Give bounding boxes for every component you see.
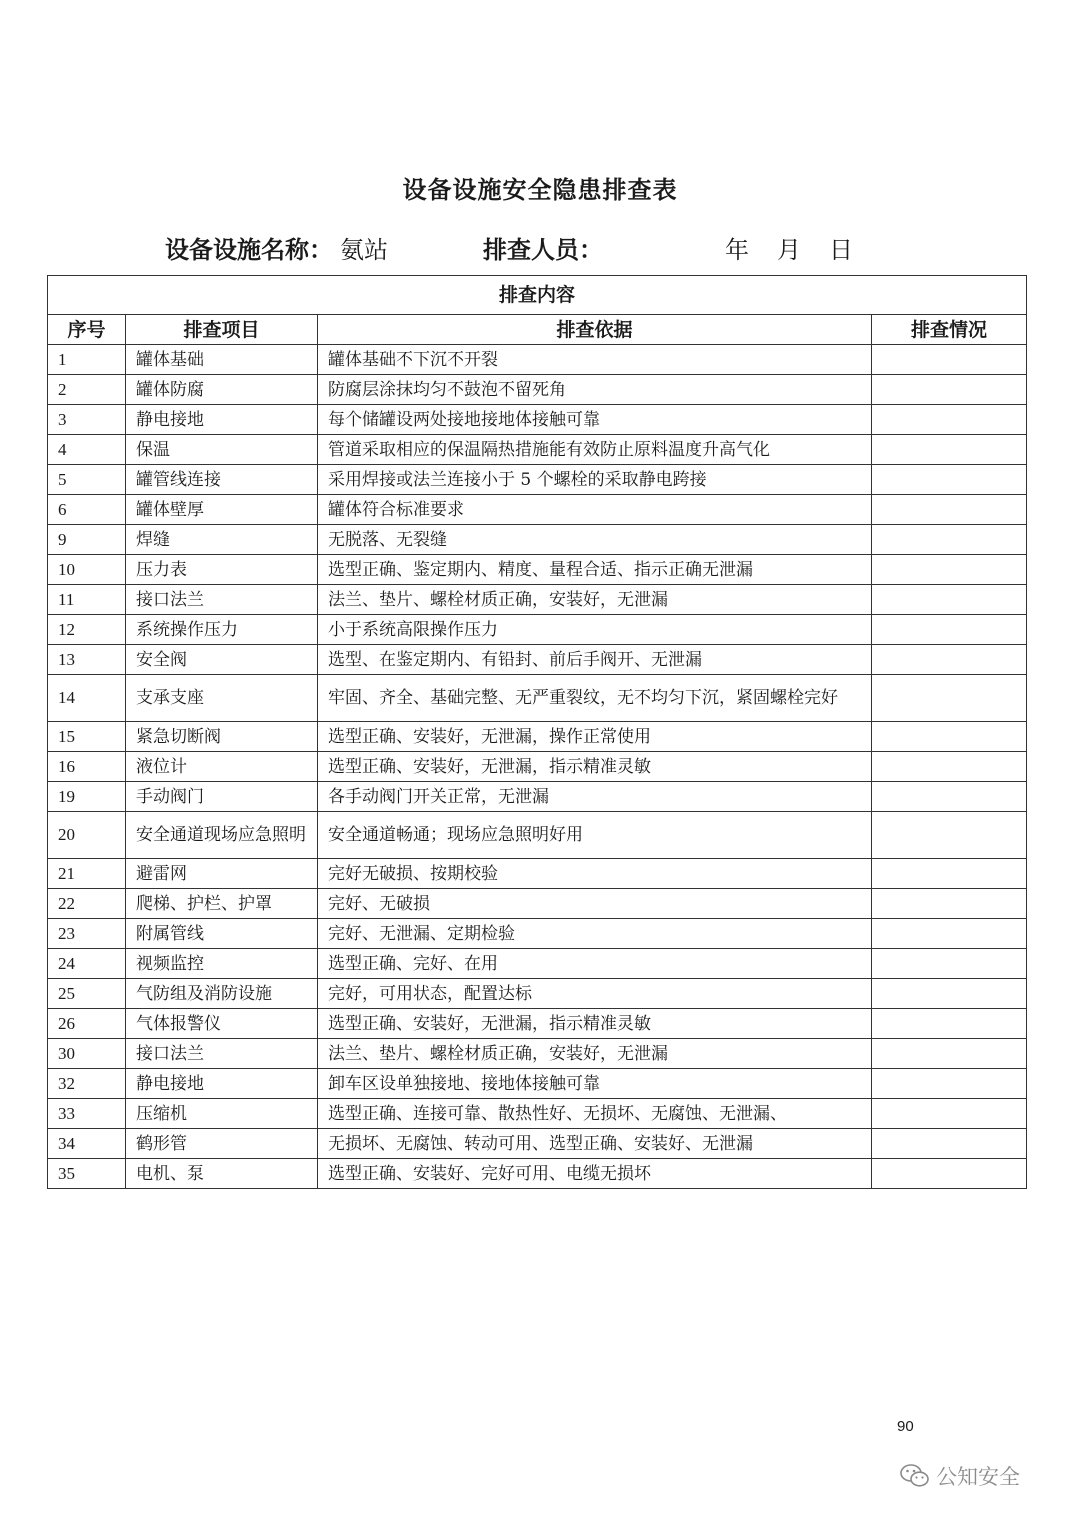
- table-row: [48, 812, 1027, 859]
- row-no: 2: [48, 375, 126, 405]
- table-row: [48, 889, 1027, 919]
- row-no: 25: [48, 979, 126, 1009]
- row-status[interactable]: [872, 675, 1027, 722]
- row-no: 12: [48, 615, 126, 645]
- row-item: 附属管线: [126, 919, 318, 949]
- table-row: [48, 1159, 1027, 1189]
- row-basis: 完好、无破损: [318, 889, 872, 919]
- row-basis: 罐体基础不下沉不开裂: [318, 345, 872, 375]
- header-basis: 排查依据: [318, 315, 872, 345]
- row-item: 焊缝: [126, 525, 318, 555]
- row-basis: 法兰、垫片、螺栓材质正确，安装好，无泄漏: [318, 585, 872, 615]
- row-status[interactable]: [872, 752, 1027, 782]
- table-row: [48, 645, 1027, 675]
- header-status: 排查情况: [872, 315, 1027, 345]
- row-basis: 无脱落、无裂缝: [318, 525, 872, 555]
- row-no: 6: [48, 495, 126, 525]
- table-row: [48, 722, 1027, 752]
- table-row: [48, 495, 1027, 525]
- table-row: [48, 375, 1027, 405]
- row-status[interactable]: [872, 615, 1027, 645]
- row-no: 24: [48, 949, 126, 979]
- row-item: 气防组及消防设施: [126, 979, 318, 1009]
- row-status[interactable]: [872, 525, 1027, 555]
- row-item: 压力表: [126, 555, 318, 585]
- row-item: 罐管线连接: [126, 465, 318, 495]
- row-basis: 罐体符合标准要求: [318, 495, 872, 525]
- row-status[interactable]: [872, 782, 1027, 812]
- wechat-icon: [900, 1463, 930, 1489]
- row-basis: 管道采取相应的保温隔热措施能有效防止原料温度升高气化: [318, 435, 872, 465]
- row-basis: 选型正确、完好、在用: [318, 949, 872, 979]
- table-row: [48, 949, 1027, 979]
- table-row: [48, 1039, 1027, 1069]
- row-status[interactable]: [872, 1099, 1027, 1129]
- row-basis: 完好，可用状态，配置达标: [318, 979, 872, 1009]
- row-item: 罐体基础: [126, 345, 318, 375]
- row-status[interactable]: [872, 1129, 1027, 1159]
- table-row: [48, 1069, 1027, 1099]
- row-status[interactable]: [872, 555, 1027, 585]
- watermark: [900, 1460, 1020, 1492]
- row-basis: 完好无破损、按期校验: [318, 859, 872, 889]
- table-row: [48, 859, 1027, 889]
- row-item: 接口法兰: [126, 585, 318, 615]
- row-basis: 法兰、垫片、螺栓材质正确，安装好，无泄漏: [318, 1039, 872, 1069]
- row-basis: 完好、无泄漏、定期检验: [318, 919, 872, 949]
- row-status[interactable]: [872, 435, 1027, 465]
- row-no: 3: [48, 405, 126, 435]
- row-no: 35: [48, 1159, 126, 1189]
- row-status[interactable]: [872, 889, 1027, 919]
- table-row: [48, 585, 1027, 615]
- row-no: 34: [48, 1129, 126, 1159]
- inspection-table: [47, 275, 1027, 1189]
- row-status[interactable]: [872, 722, 1027, 752]
- watermark-text: 公知安全: [936, 1465, 1020, 1489]
- row-item: 气体报警仪: [126, 1009, 318, 1039]
- row-item: 电机、泵: [126, 1159, 318, 1189]
- row-item: 避雷网: [126, 859, 318, 889]
- row-status[interactable]: [872, 949, 1027, 979]
- table-row: [48, 405, 1027, 435]
- row-no: 9: [48, 525, 126, 555]
- row-status[interactable]: [872, 645, 1027, 675]
- row-status[interactable]: [872, 495, 1027, 525]
- table-row: [48, 615, 1027, 645]
- row-no: 10: [48, 555, 126, 585]
- row-basis: 选型正确、安装好，无泄漏，指示精准灵敏: [318, 1009, 872, 1039]
- row-status[interactable]: [872, 375, 1027, 405]
- row-status[interactable]: [872, 585, 1027, 615]
- table-caption: 排查内容: [48, 276, 1027, 315]
- table-row: [48, 525, 1027, 555]
- table-row: [48, 435, 1027, 465]
- row-status[interactable]: [872, 979, 1027, 1009]
- row-basis: 选型正确、连接可靠、散热性好、无损坏、无腐蚀、无泄漏、: [318, 1099, 872, 1129]
- row-item: 静电接地: [126, 405, 318, 435]
- table-row: [48, 555, 1027, 585]
- row-item: 安全通道现场应急照明: [126, 812, 318, 859]
- row-no: 21: [48, 859, 126, 889]
- row-no: 22: [48, 889, 126, 919]
- row-no: 19: [48, 782, 126, 812]
- row-basis: 采用焊接或法兰连接小于 5 个螺栓的采取静电跨接: [318, 465, 872, 495]
- row-item: 爬梯、护栏、护罩: [126, 889, 318, 919]
- row-item: 压缩机: [126, 1099, 318, 1129]
- row-basis: 选型正确、安装好、完好可用、电缆无损坏: [318, 1159, 872, 1189]
- row-item: 鹤形管: [126, 1129, 318, 1159]
- row-basis: 小于系统高限操作压力: [318, 615, 872, 645]
- row-no: 20: [48, 812, 126, 859]
- row-basis: 选型正确、安装好，无泄漏，操作正常使用: [318, 722, 872, 752]
- row-no: 23: [48, 919, 126, 949]
- document-subtitle: [165, 230, 865, 262]
- row-item: 液位计: [126, 752, 318, 782]
- facility-name-value: 氨站: [340, 236, 388, 264]
- row-no: 14: [48, 675, 126, 722]
- row-item: 紧急切断阀: [126, 722, 318, 752]
- inspector-label: 排查人员：: [483, 236, 603, 264]
- row-basis: 各手动阀门开关正常，无泄漏: [318, 782, 872, 812]
- month-label: 月: [777, 236, 801, 264]
- row-no: 13: [48, 645, 126, 675]
- document-title: 设备设施安全隐患排查表: [402, 176, 678, 204]
- table-row: [48, 919, 1027, 949]
- row-no: 15: [48, 722, 126, 752]
- row-item: 安全阀: [126, 645, 318, 675]
- row-no: 32: [48, 1069, 126, 1099]
- row-item: 支承支座: [126, 675, 318, 722]
- table-row: [48, 345, 1027, 375]
- row-no: 16: [48, 752, 126, 782]
- table-row: [48, 675, 1027, 722]
- table-row: [48, 1129, 1027, 1159]
- row-no: 5: [48, 465, 126, 495]
- row-no: 11: [48, 585, 126, 615]
- row-no: 33: [48, 1099, 126, 1129]
- row-status[interactable]: [872, 859, 1027, 889]
- row-status[interactable]: [872, 812, 1027, 859]
- row-basis: 选型正确、鉴定期内、精度、量程合适、指示正确无泄漏: [318, 555, 872, 585]
- row-status[interactable]: [872, 405, 1027, 435]
- row-no: 30: [48, 1039, 126, 1069]
- row-no: 1: [48, 345, 126, 375]
- table-row: [48, 782, 1027, 812]
- row-item: 保温: [126, 435, 318, 465]
- facility-name-label: 设备设施名称：: [165, 236, 333, 264]
- row-basis: 牢固、齐全、基础完整、无严重裂纹，无不均匀下沉，紧固螺栓完好: [318, 675, 872, 722]
- row-item: 系统操作压力: [126, 615, 318, 645]
- day-label: 日: [829, 236, 853, 264]
- row-basis: 安全通道畅通；现场应急照明好用: [318, 812, 872, 859]
- table-row: [48, 752, 1027, 782]
- row-no: 4: [48, 435, 126, 465]
- row-status[interactable]: [872, 1159, 1027, 1189]
- header-no: 序号: [48, 315, 126, 345]
- row-basis: 无损坏、无腐蚀、转动可用、选型正确、安装好、无泄漏: [318, 1129, 872, 1159]
- table-row: [48, 465, 1027, 495]
- year-label: 年: [725, 236, 749, 264]
- row-item: 手动阀门: [126, 782, 318, 812]
- row-item: 罐体防腐: [126, 375, 318, 405]
- row-status[interactable]: [872, 1039, 1027, 1069]
- row-basis: 每个储罐设两处接地接地体接触可靠: [318, 405, 872, 435]
- row-basis: 选型、在鉴定期内、有铅封、前后手阀开、无泄漏: [318, 645, 872, 675]
- row-status[interactable]: [872, 465, 1027, 495]
- row-status[interactable]: [872, 1009, 1027, 1039]
- row-status[interactable]: [872, 919, 1027, 949]
- page-number: 90: [897, 1418, 914, 1435]
- row-basis: 卸车区设单独接地、接地体接触可靠: [318, 1069, 872, 1099]
- table-row: [48, 1009, 1027, 1039]
- table-row: [48, 979, 1027, 1009]
- row-item: 视频监控: [126, 949, 318, 979]
- row-basis: 防腐层涂抹均匀不鼓泡不留死角: [318, 375, 872, 405]
- row-no: 26: [48, 1009, 126, 1039]
- row-status[interactable]: [872, 1069, 1027, 1099]
- row-item: 静电接地: [126, 1069, 318, 1099]
- table-row: [48, 1099, 1027, 1129]
- row-basis: 选型正确、安装好，无泄漏，指示精准灵敏: [318, 752, 872, 782]
- row-item: 接口法兰: [126, 1039, 318, 1069]
- header-item: 排查项目: [126, 315, 318, 345]
- row-item: 罐体壁厚: [126, 495, 318, 525]
- row-status[interactable]: [872, 345, 1027, 375]
